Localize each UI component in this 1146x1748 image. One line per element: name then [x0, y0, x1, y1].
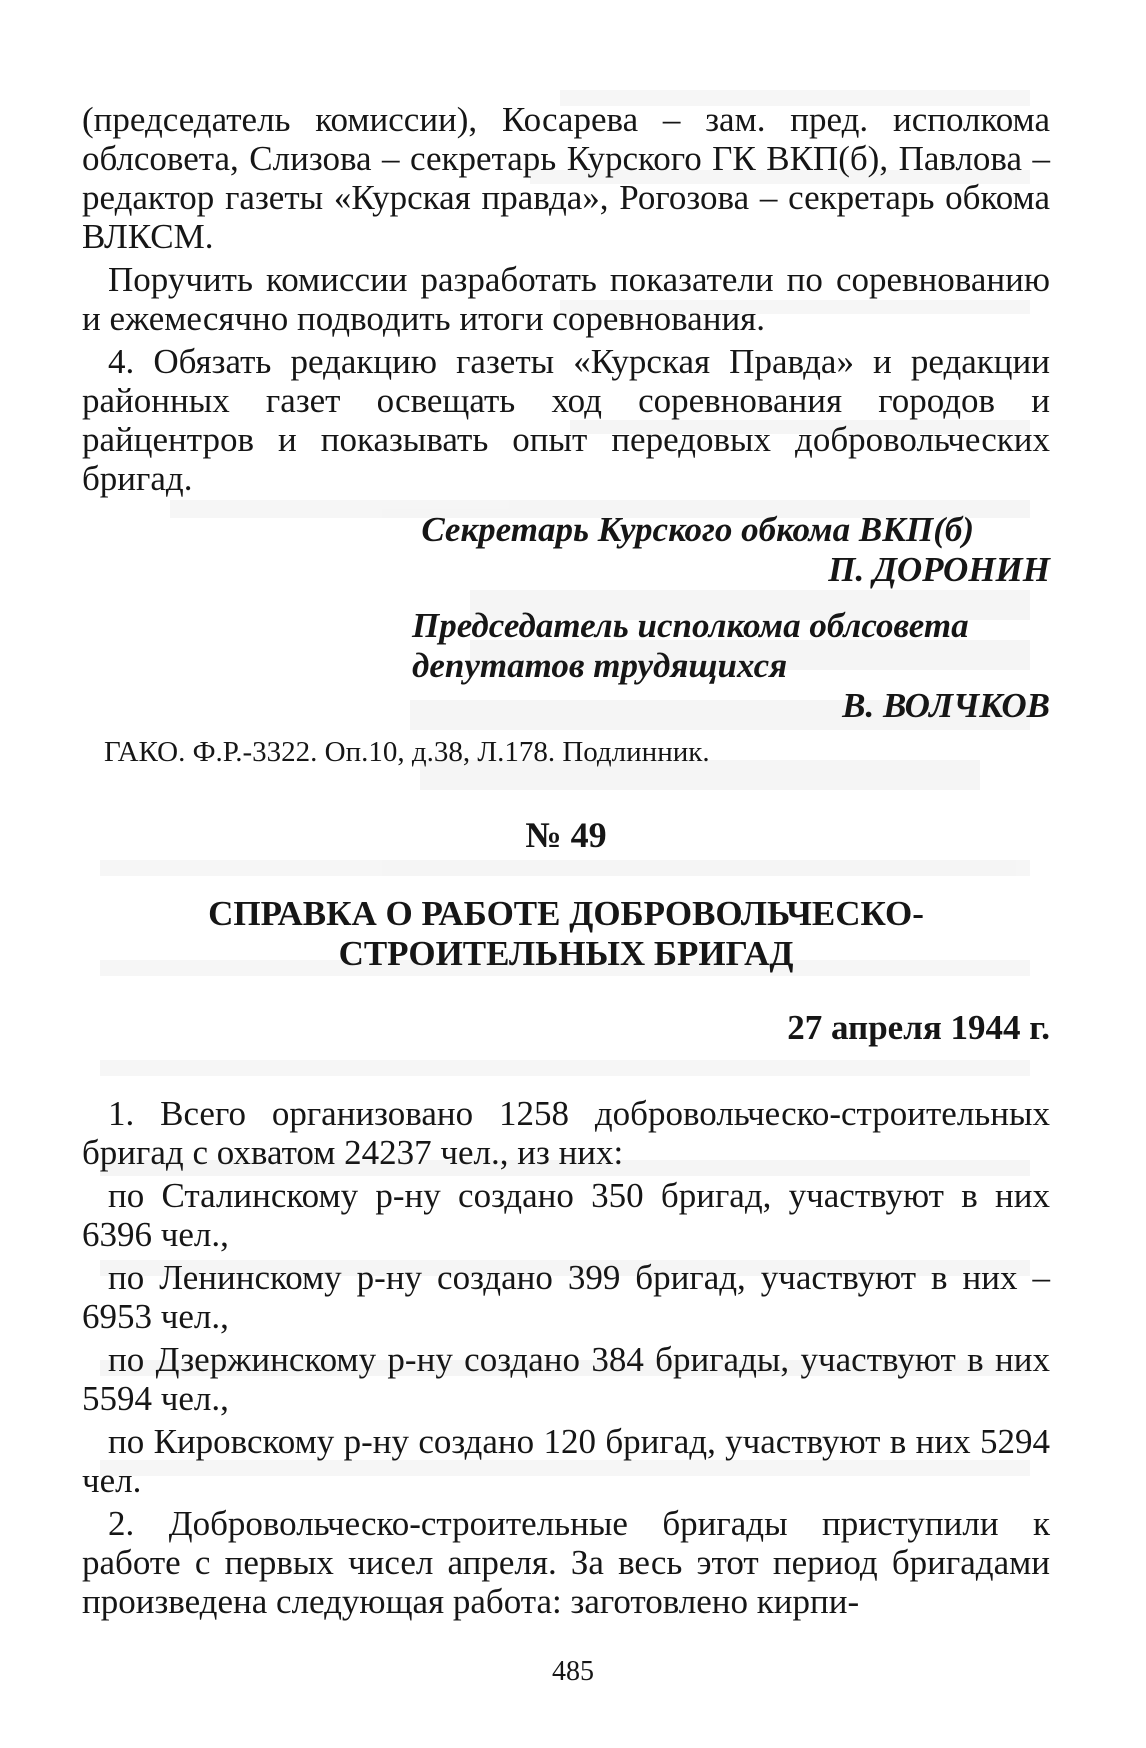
paragraph-commission-task: Поручить комиссии разработать показатели по соревнованию и ежемесячно подводить итоги соревнования. [82, 260, 1050, 338]
signature-name-1: П. ДОРОНИН [828, 550, 1050, 589]
paragraph-item-4: 4. Обязать редакцию газеты «Курская Правда» и редакции районных газет освещать ход соревнования городов и райцентров и показывать опыт передовых добровольческих бригад. [82, 342, 1050, 498]
document-page [82, 100, 1050, 1625]
document-title-line-2: СТРОИТЕЛЬНЫХ БРИГАД [338, 934, 794, 973]
signature-block [82, 510, 1050, 726]
paragraph-commission-members: (председатель комиссии), Косарева – зам. пред. исполкома облсовета, Слизова – секретарь Курского ГК ВКП(б), Павлова – редактор газеты «Курская правда», Рогозова – секретарь обкома ВЛКСМ. [82, 100, 1050, 256]
signature-org-2-line-2: депутатов трудящихся [412, 646, 788, 685]
page-number: 485 [552, 1656, 594, 1687]
paragraph-work-done: 2. Добровольческо-строительные бригады приступили к работе с первых чисел апреля. За весь этот период бригадами произведена следующая работа: заготовлено кирпи- [82, 1504, 1050, 1621]
document-date: 27 апреля 1944 г. [787, 1008, 1050, 1047]
paragraph-total-brigades: 1. Всего организовано 1258 добровольческо-строительных бригад с охватом 24237 чел., из них: [82, 1094, 1050, 1172]
signature-name-2: В. ВОЛЧКОВ [842, 686, 1050, 725]
paragraph-leninsky-district: по Ленинскому р-ну создано 399 бригад, участвуют в них – 6953 чел., [82, 1258, 1050, 1336]
document-title [82, 894, 1050, 974]
archive-reference: ГАКО. Ф.Р.-3322. Оп.10, д.38, Л.178. Подлинник. [104, 736, 710, 768]
paragraph-stalinsky-district: по Сталинскому р-ну создано 350 бригад, участвуют в них 6396 чел., [82, 1176, 1050, 1254]
signature-org-1: Секретарь Курского обкома ВКП(б) [421, 510, 974, 549]
paragraph-kirovsky-district: по Кировскому р-ну создано 120 бригад, участвуют в них 5294 чел. [82, 1422, 1050, 1500]
signature-org-2-line-1: Председатель исполкома облсовета [412, 606, 969, 645]
document-title-line-1: СПРАВКА О РАБОТЕ ДОБРОВОЛЬЧЕСКО- [208, 894, 924, 933]
document-number: № 49 [525, 815, 607, 855]
paragraph-dzerzhinsky-district: по Дзержинскому р-ну создано 384 бригады, участвуют в них 5594 чел., [82, 1340, 1050, 1418]
